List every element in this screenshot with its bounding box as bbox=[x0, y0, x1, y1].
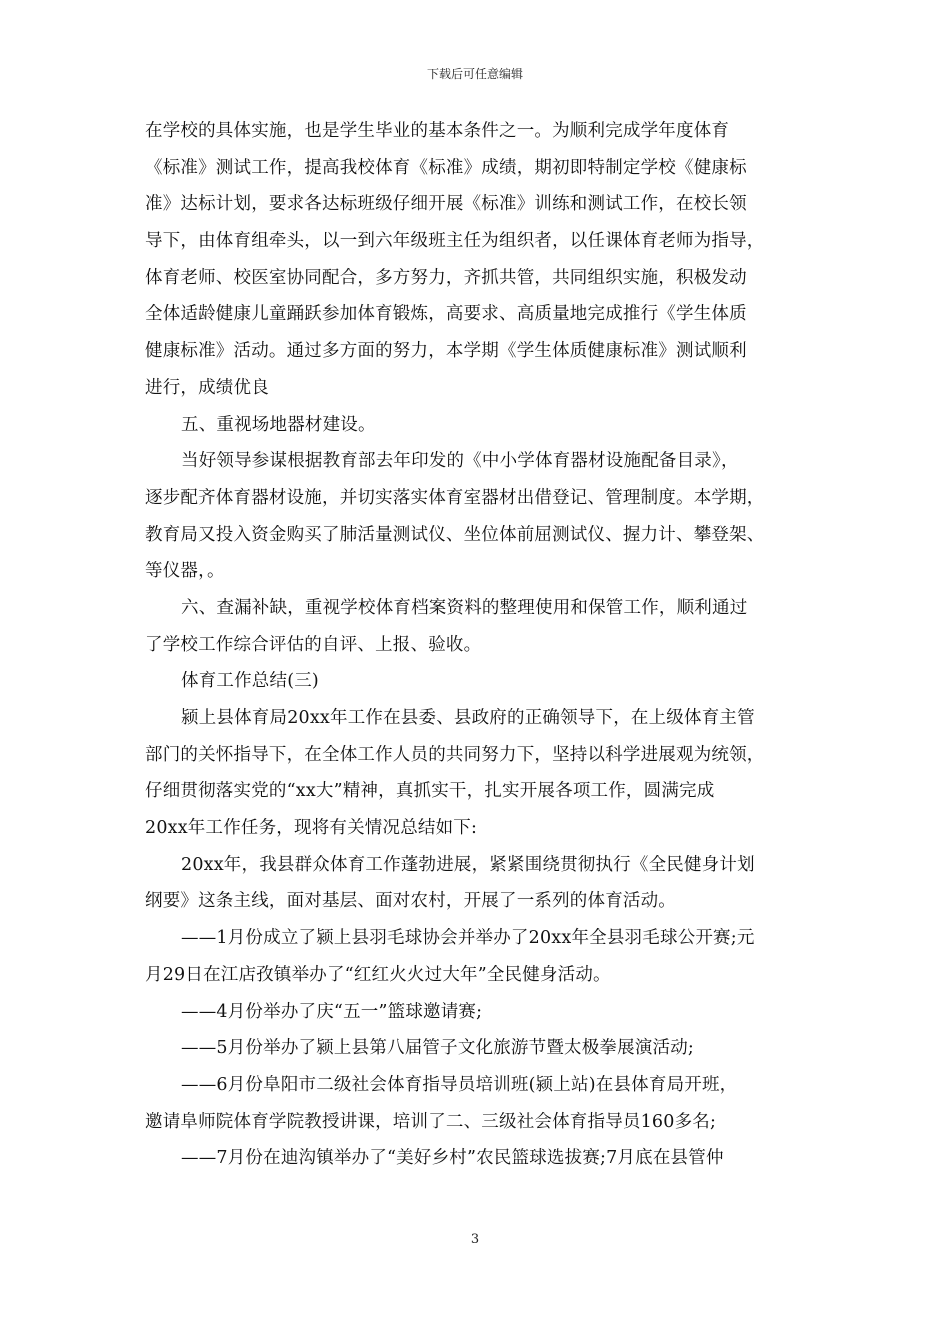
page-header: 下载后可任意编辑 bbox=[426, 67, 523, 81]
body-line: 健康标准》活动。通过多方面的努力，本学期《学生体质健康标准》测试顺利 bbox=[145, 341, 747, 362]
document-body bbox=[145, 118, 815, 1182]
list-item: ——1月份成立了颍上县羽毛球协会并举办了20xx年全县羽毛球公开赛;元 bbox=[181, 928, 755, 949]
body-line: 全体适龄健康儿童踊跃参加体育锻炼，高要求、高质量地完成推行《学生体质 bbox=[145, 304, 747, 325]
body-line: 20xx年工作任务，现将有关情况总结如下: bbox=[145, 818, 478, 839]
list-item: ——6月份阜阳市二级社会体育指导员培训班(颍上站)在县体育局开班， bbox=[181, 1074, 738, 1095]
section-heading: 六、查漏补缺，重视学校体育档案资料的整理使用和保管工作，顺利通过 bbox=[181, 597, 748, 618]
body-line: 教育局又投入资金购买了肺活量测试仪、坐位体前屈测试仪、握力计、攀登架、 bbox=[145, 524, 765, 545]
section-heading: 五、重视场地器材建设。 bbox=[181, 414, 376, 435]
body-line: 进行，成绩优良 bbox=[145, 377, 269, 398]
body-line: 纲要》这条主线，面对基层、面对农村，开展了一系列的体育活动。 bbox=[145, 891, 676, 912]
body-line: 邀请阜师院体育学院教授讲课，培训了二、三级社会体育指导员160多名; bbox=[145, 1111, 717, 1132]
list-item: ——7月份在迪沟镇举办了“美好乡村”农民篮球选拔赛;7月底在县管仲 bbox=[181, 1148, 724, 1169]
body-line: 导下，由体育组牵头，以一到六年级班主任为组织者，以任课体育老师为指导， bbox=[145, 231, 765, 252]
body-line: 当好领导参谋根据教育部去年印发的《中小学体育器材设施配备目录》， bbox=[181, 451, 739, 472]
body-line: 20xx年，我县群众体育工作蓬勃进展，紧紧围绕贯彻执行《全民健身计划 bbox=[181, 854, 755, 875]
body-line: 仔细贯彻落实党的“xx大”精神，真抓实干，扎实开展各项工作，圆满完成 bbox=[145, 781, 715, 802]
body-line: 部门的关怀指导下，在全体工作人员的共同努力下，坚持以科学进展观为统领， bbox=[145, 744, 765, 765]
body-line: 等仪器，。 bbox=[145, 561, 225, 582]
body-line: 体育老师、校医室协同配合，多方努力，齐抓共管，共同组织实施，积极发动 bbox=[145, 267, 747, 288]
body-line: 月29日在江店孜镇举办了“红红火火过大年”全民健身活动。 bbox=[145, 964, 611, 985]
body-line: 准》达标计划，要求各达标班级仔细开展《标准》训练和测试工作，在校长领 bbox=[145, 194, 747, 215]
body-line: 逐步配齐体育器材设施，并切实落实体育室器材出借登记、管理制度。本学期， bbox=[145, 487, 765, 508]
body-line: 《标准》测试工作，提高我校体育《标准》成绩，期初即特制定学校《健康标 bbox=[145, 157, 747, 178]
body-line: 在学校的具体实施，也是学生毕业的基本条件之一。为顺利完成学年度体育 bbox=[145, 121, 730, 141]
list-item: ——4月份举办了庆“五一”篮球邀请赛; bbox=[181, 1001, 483, 1022]
document-subtitle: 体育工作总结(三) bbox=[181, 671, 319, 692]
page-number: 3 bbox=[470, 1232, 480, 1247]
body-line: 颍上县体育局20xx年工作在县委、县政府的正确领导下，在上级体育主管 bbox=[181, 708, 755, 728]
body-line: 了学校工作综合评估的自评、上报、验收。 bbox=[145, 634, 482, 655]
list-item: ——5月份举办了颍上县第八届管子文化旅游节暨太极拳展演活动; bbox=[181, 1038, 695, 1059]
